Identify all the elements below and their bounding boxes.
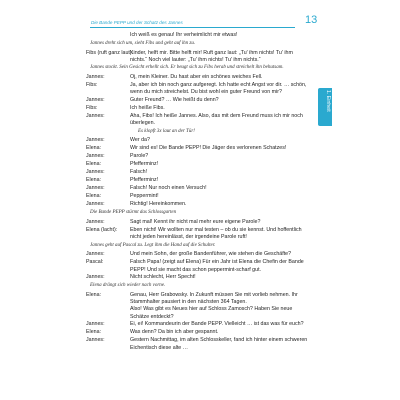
speaker-label: Fibs: (86, 82, 98, 88)
speaker-label: Jannes: (86, 251, 105, 258)
dialog-text: Und mein Sohn, der große Bandenführer, wie stehen die Geschäfte? (130, 251, 292, 258)
stage-direction: Jannes geht auf Pascal zu. Legt ihm die Hand auf die Schulter. (90, 242, 216, 248)
dialog-line (86, 113, 308, 128)
running-header-title: Die Bande PEPP und der Schatz des Jannes (91, 20, 183, 25)
stage-direction: Jannes stockt. Sein Gesicht erhellt sich. Er beugt sich zu Fibs herab und streichelt ihn behutsam. (90, 65, 284, 71)
speaker-label: Jannes: (86, 112, 105, 119)
dialog-text: Was denn? Da bin ich aber gespannt. (130, 329, 219, 336)
speaker-label: Jannes: (86, 137, 105, 144)
speaker-label: Jannes: (86, 169, 105, 176)
dialog-text: Eben nicht! Wir wollten nur mal testen – ob du sie kennst. Und hoffentlich nicht jeden hereinlässt, der irgendeine Parole ruft! (130, 226, 302, 241)
speaker-label: Elena: (86, 177, 102, 184)
stage-direction: Die Bande PEPP stürmt das Schlossgarten (90, 210, 177, 216)
dialog-line (86, 153, 308, 161)
dialog-text: Ei, ei! Kommandeurin der Bande PEPP. Vielleicht … ist das was für euch? (130, 321, 304, 328)
dialog-line (86, 227, 308, 242)
dialog-line (86, 137, 308, 145)
speaker-label: Jannes: (86, 185, 105, 192)
dialog-line (86, 193, 308, 201)
dialog-line (86, 185, 308, 193)
dialog-line (86, 169, 308, 177)
stage-direction: Es klopft 3x laut an der Tür! (138, 128, 195, 134)
dialog-text: Guter Freund? … Wie heißt du denn? (130, 96, 219, 103)
speaker-label: Jannes: (86, 321, 105, 328)
stage-direction: Jannes dreht sich um, sieht Fibs und geht auf ihn zu. (90, 41, 196, 46)
dialog-text: Pfefferminz! (130, 177, 159, 184)
header-rule (90, 27, 295, 28)
speaker-label: Jannes: (86, 274, 105, 281)
page-number: 13 (305, 14, 318, 26)
speaker-label: Jannes: (86, 74, 105, 80)
dialog-text: Kinder, helft mir. Bitte helft mir! Ruft ganz laut: „Tu' ihm nichts! Tu' ihm nichts.“ Noch viel lauter: „Tu' ihm nichts! Tu' ihm nichts.“ (130, 49, 293, 63)
dialog-text: Wir sind es! Die Bande PEPP! Die Jäger des verlorenen Schatzes! (130, 145, 287, 152)
dialog-text: Gestern Nachmittag, im alten Schlosskeller, fand ich hinter einem schweren Eichentisch diese alte … (130, 337, 308, 351)
dialog-line (86, 50, 308, 65)
dialog-line (86, 251, 308, 259)
dialog-text: Falsch Papa! (zeigt auf Elena) Für ein Jahr ist Elena die Chefin der Bande PEPP! Und sie macht das schon peppermint-scharf gut. (130, 259, 304, 273)
chapter-side-tab-label: 1. Einheit (325, 90, 331, 112)
speaker-label: Pascal: (86, 259, 104, 266)
dialog-line (86, 321, 308, 329)
dialog-line (86, 105, 308, 113)
speaker-label: Elena (lacht): (86, 226, 118, 233)
speaker-label: Jannes: (86, 201, 105, 208)
speaker-label: Fibs (ruft ganz laut): (86, 49, 134, 56)
dialog-text: Sagt mal! Kennt ihr nicht mal mehr eure eigene Parole? (130, 218, 261, 225)
dialog-text: Falsch! (130, 169, 148, 176)
dialog-text: Wer da? (130, 137, 150, 144)
dialog-text: Ich weiß es genau! Ihr verheimlicht mir etwas! (130, 32, 238, 38)
dialog-text: Nicht schlecht, Herr Specht! (130, 274, 196, 281)
speaker-label: Fibs: (86, 104, 98, 111)
chapter-side-tab (318, 88, 332, 126)
dialog-text: Pfefferminz! (130, 161, 159, 168)
speaker-label: Elena: (86, 193, 102, 200)
dialog-line (86, 329, 308, 337)
speaker-label: Elena: (86, 145, 102, 152)
dialog-line (86, 97, 308, 105)
dialog-line (86, 32, 308, 40)
speaker-label: Elena: (86, 329, 102, 336)
dialog-text: Falsch! Nur noch einen Versuch! (130, 185, 207, 192)
dialog-text: Richtig! Hereinkommen. (130, 201, 187, 208)
dialog-line (86, 219, 308, 227)
dialog-text: Ich heiße Fibs. (130, 104, 165, 111)
dialog-line (86, 161, 308, 169)
dialog-text: Oj, mein Kleiner. Du hast aber ein schönes weiches Fell. (130, 74, 263, 80)
dialog-text: Aha, Fibs! Ich heiße Jannes. Also, das mit dem Freund muss ich mir noch überlegen. (130, 112, 303, 127)
script-text-body (86, 32, 308, 352)
dialog-line (86, 337, 308, 352)
speaker-label: Jannes: (86, 218, 105, 225)
speaker-label: Elena: (86, 291, 102, 298)
dialog-text: Ja, aber ich bin noch ganz aufgeregt. Ich hatte echt Angst vor dir. … schön, wenn du mich streichelst. Du bist wohl ein guter Freund von mir? (130, 82, 307, 96)
dialog-text: Peppermint! (130, 193, 159, 200)
dialog-line (86, 177, 308, 185)
speaker-label: Jannes: (86, 153, 105, 160)
speaker-label: Jannes: (86, 337, 105, 344)
dialog-line (86, 145, 308, 153)
dialog-line (86, 82, 308, 97)
dialog-line (86, 274, 308, 282)
dialog-text: Parole? (130, 153, 149, 160)
dialog-line (86, 292, 308, 307)
dialog-line (86, 306, 308, 321)
dialog-text: Genau, Herr Grabowsky. In Zukunft müssen Sie mit vorlieb nehmen. Ihr Stammhalter pausiert in den nächsten 364 Tagen. (130, 291, 298, 306)
dialog-line (86, 201, 308, 209)
dialog-line (86, 259, 308, 274)
speaker-label: Jannes: (86, 96, 105, 103)
dialog-text: Also! Was gibt es Neues hier auf Schloss Zamosch? Haben Sie neue Schätze entdeckt? (130, 306, 293, 320)
stage-direction: Elena drängt sich wieder nach vorne. (90, 283, 166, 289)
dialog-line (86, 74, 308, 82)
speaker-label: Elena: (86, 161, 102, 168)
